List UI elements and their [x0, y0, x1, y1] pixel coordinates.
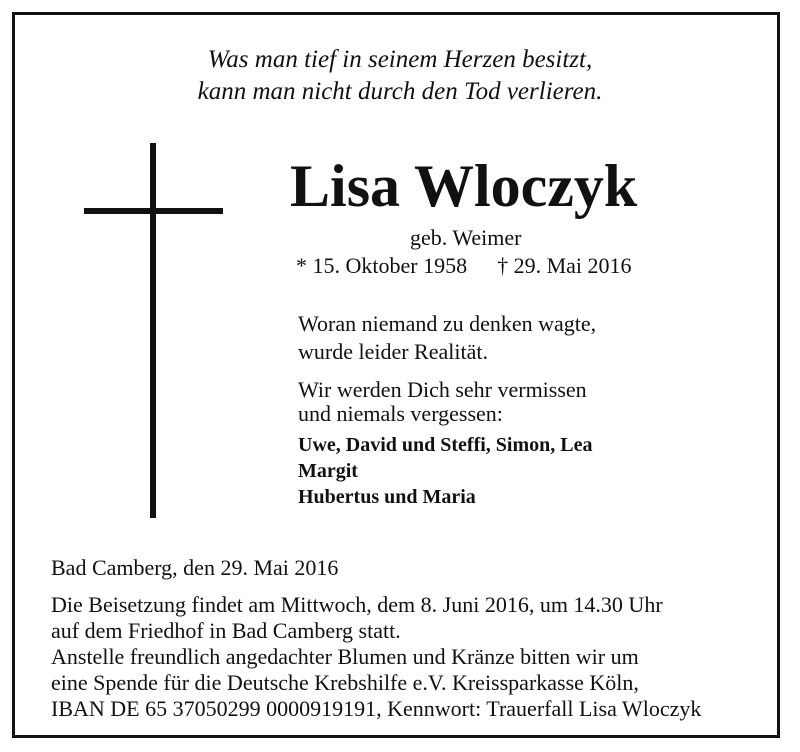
notice-line-5: IBAN DE 65 37050299 0000919191, Kennwort: Trauerfall Lisa Wloczyk: [51, 696, 702, 721]
signers-line-3: Hubertus und Maria: [298, 486, 476, 508]
deceased-name: Lisa Wloczyk: [290, 153, 638, 219]
verse-1: [298, 310, 596, 366]
verse-1-line-2: wurde leider Realität.: [298, 339, 488, 364]
funeral-notice: [51, 592, 701, 722]
place-date: Bad Camberg, den 29. Mai 2016: [51, 555, 339, 580]
verse-1-line-1: Woran niemand zu denken wagte,: [298, 311, 597, 336]
verse-2: [298, 378, 587, 426]
cross-icon-vertical: [150, 143, 156, 518]
life-dates: [296, 253, 632, 279]
born-name: geb. Weimer: [410, 225, 522, 250]
verse-2-line-1: Wir werden Dich sehr vermissen: [298, 377, 587, 402]
signers-line-1: Uwe, David und Steffi, Simon, Lea: [298, 434, 593, 456]
verse-2-line-2: und niemals vergessen:: [298, 401, 503, 426]
notice-line-1: Die Beisetzung findet am Mittwoch, dem 8. Juni 2016, um 14.30 Uhr: [51, 592, 663, 617]
birth-date: * 15. Oktober 1958: [296, 253, 468, 278]
notice-line-3: Anstelle freundlich angedachter Blumen und Kränze bitten wir um: [51, 644, 639, 669]
quote-line-1: Was man tief in seinem Herzen besitzt,: [207, 46, 593, 73]
cross-icon-horizontal: [84, 208, 223, 214]
quote: [0, 44, 800, 108]
signers-line-2: Margit: [298, 460, 358, 482]
quote-line-2: kann man nicht durch den Tod verlieren.: [197, 78, 603, 105]
notice-line-2: auf dem Friedhof in Bad Camberg statt.: [51, 618, 401, 643]
signers: [298, 432, 592, 510]
notice-line-4: eine Spende für die Deutsche Krebshilfe e.V. Kreissparkasse Köln,: [51, 670, 639, 695]
death-date: † 29. Mai 2016: [497, 253, 632, 278]
